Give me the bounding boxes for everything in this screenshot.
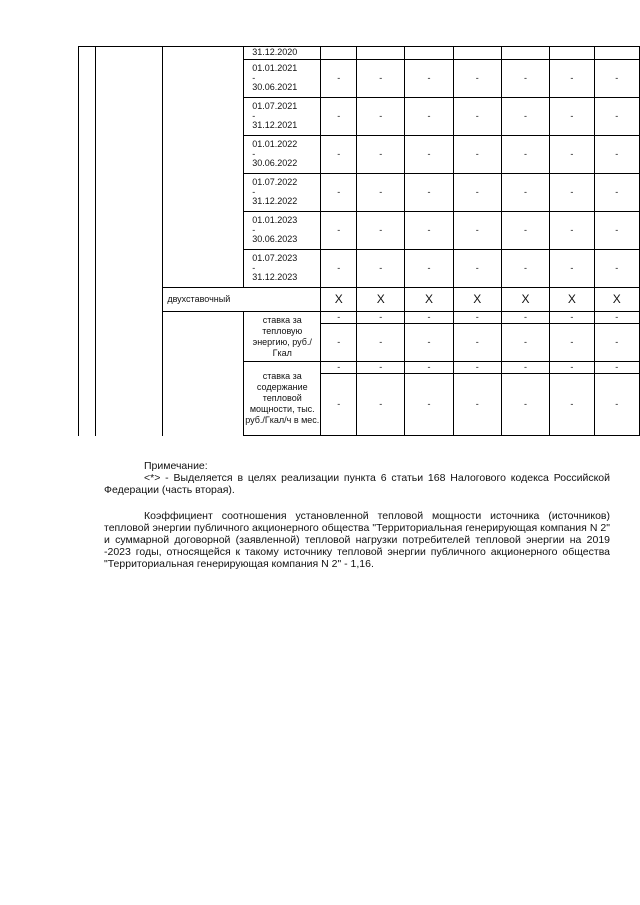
value-cell: -	[594, 212, 639, 250]
period-cell	[244, 98, 321, 136]
period-line: 31.12.2022	[252, 196, 298, 207]
value-cell: -	[453, 174, 501, 212]
value-cell: -	[501, 174, 549, 212]
heat-energy-rate-label: ставка за тепловую энергию, руб./Гкал	[244, 312, 321, 362]
value-cell: -	[501, 60, 549, 98]
value-cell: -	[453, 60, 501, 98]
heat-energy-rate-row-top	[79, 312, 640, 324]
value-cell: -	[357, 212, 405, 250]
period-cell	[244, 250, 321, 288]
period-line: 01.01.2021	[252, 63, 298, 74]
period-line: 01.01.2022	[252, 139, 298, 150]
value-cell	[321, 47, 357, 60]
value-cell	[405, 47, 453, 60]
value-cell: -	[594, 136, 639, 174]
value-cell: -	[594, 98, 639, 136]
value-cell	[357, 47, 405, 60]
capacity-rate-value: -	[453, 374, 501, 436]
heat-energy-rate-top-value: -	[594, 312, 639, 324]
value-cell: -	[405, 174, 453, 212]
heat-energy-rate-top-value: -	[405, 312, 453, 324]
value-cell: -	[550, 136, 594, 174]
value-cell: -	[501, 98, 549, 136]
period-line: -	[252, 72, 256, 83]
value-cell: -	[321, 136, 357, 174]
blank-cell-1	[79, 47, 96, 436]
note-block	[104, 460, 610, 570]
two-rate-value: X	[453, 288, 501, 312]
period-cell	[244, 136, 321, 174]
two-rate-value: X	[501, 288, 549, 312]
heat-energy-rate-value: -	[453, 324, 501, 362]
heat-energy-rate-value: -	[321, 324, 357, 362]
capacity-rate-value: -	[594, 374, 639, 436]
value-cell: -	[594, 250, 639, 288]
period-line: -	[252, 148, 256, 159]
value-cell: -	[321, 174, 357, 212]
two-rate-row	[79, 288, 640, 312]
period-line: 30.06.2023	[252, 234, 298, 245]
two-rate-value: X	[550, 288, 594, 312]
capacity-rate-top-value: -	[501, 362, 549, 374]
value-cell: -	[357, 250, 405, 288]
value-cell: -	[453, 136, 501, 174]
blank-cell-2	[96, 47, 163, 436]
period-row	[79, 47, 640, 60]
value-cell: -	[405, 250, 453, 288]
capacity-rate-value: -	[405, 374, 453, 436]
value-cell	[501, 47, 549, 60]
value-cell: -	[501, 212, 549, 250]
capacity-rate-value: -	[550, 374, 594, 436]
two-rate-value: X	[321, 288, 357, 312]
capacity-rate-value: -	[357, 374, 405, 436]
heat-energy-rate-value: -	[405, 324, 453, 362]
capacity-rate-top-value: -	[594, 362, 639, 374]
two-rate-value: X	[594, 288, 639, 312]
two-rate-label: двухставочный	[163, 288, 321, 312]
value-cell: -	[453, 250, 501, 288]
heat-energy-rate-top-value: -	[550, 312, 594, 324]
capacity-rate-top-value: -	[550, 362, 594, 374]
tariff-table-body	[79, 47, 640, 436]
two-rate-value: X	[405, 288, 453, 312]
heat-energy-rate-value: -	[501, 324, 549, 362]
value-cell: -	[501, 250, 549, 288]
capacity-rate-value: -	[321, 374, 357, 436]
capacity-rate-top-value: -	[357, 362, 405, 374]
value-cell: -	[405, 136, 453, 174]
value-cell: -	[321, 250, 357, 288]
value-cell: -	[550, 212, 594, 250]
period-line: 01.07.2022	[252, 177, 298, 188]
value-cell: -	[594, 60, 639, 98]
period-line: -	[252, 262, 256, 273]
heat-energy-rate-top-value: -	[321, 312, 357, 324]
value-cell: -	[357, 98, 405, 136]
value-cell: -	[594, 174, 639, 212]
value-cell: -	[357, 174, 405, 212]
value-cell: -	[357, 136, 405, 174]
period-line: -	[252, 224, 256, 235]
value-cell: -	[453, 98, 501, 136]
heat-energy-rate-value: -	[594, 324, 639, 362]
capacity-rate-value: -	[501, 374, 549, 436]
heat-energy-rate-top-value: -	[357, 312, 405, 324]
value-cell: -	[321, 212, 357, 250]
note-heading: Примечание:	[144, 460, 208, 472]
period-line: 31.12.2023	[252, 272, 298, 283]
period-line: 01.07.2023	[252, 253, 298, 264]
capacity-rate-top-value: -	[453, 362, 501, 374]
value-cell: -	[453, 212, 501, 250]
heat-energy-rate-value: -	[550, 324, 594, 362]
period-cell	[244, 60, 321, 98]
capacity-rate-label: ставка за содержание тепловой мощности, тыс. руб./Гкал/ч в мес.	[244, 362, 321, 436]
period-cell	[244, 47, 321, 60]
capacity-rate-top-value: -	[405, 362, 453, 374]
value-cell: -	[550, 60, 594, 98]
period-line: 31.12.2021	[252, 120, 298, 131]
period-line: 31.12.2020	[252, 47, 298, 58]
value-cell: -	[321, 60, 357, 98]
period-line: 01.01.2023	[252, 215, 298, 226]
note-footnote: <*> - Выделяется в целях реализации пункта 6 статьи 168 Налогового кодекса Российской Федерации (часть вторая).	[104, 472, 610, 496]
period-cell	[244, 212, 321, 250]
blank-cell-3	[163, 47, 244, 288]
two-rate-value: X	[357, 288, 405, 312]
value-cell: -	[405, 212, 453, 250]
value-cell: -	[405, 60, 453, 98]
period-line: -	[252, 186, 256, 197]
value-cell	[594, 47, 639, 60]
blank-cell-3b	[163, 312, 244, 362]
period-line: -	[252, 110, 256, 121]
period-cell	[244, 174, 321, 212]
value-cell: -	[501, 136, 549, 174]
value-cell	[453, 47, 501, 60]
value-cell: -	[550, 174, 594, 212]
value-cell: -	[550, 98, 594, 136]
value-cell: -	[357, 60, 405, 98]
tariff-table	[78, 46, 640, 436]
period-line: 01.07.2021	[252, 101, 298, 112]
value-cell: -	[321, 98, 357, 136]
blank-cell-3c	[163, 362, 244, 436]
heat-energy-rate-value: -	[357, 324, 405, 362]
value-cell: -	[550, 250, 594, 288]
capacity-rate-top-value: -	[321, 362, 357, 374]
heat-energy-rate-top-value: -	[501, 312, 549, 324]
heat-energy-rate-top-value: -	[453, 312, 501, 324]
note-coefficient: Коэффициент соотношения установленной тепловой мощности источника (источников) тепловой энергии публичного акционерного общества "Территориальная генерирующая компания N 2" и суммарной договорной (заявленной) тепловой нагрузки потребителей тепловой энергии на 2019 -2023 годы, относящейся к такому источнику тепловой энергии публичного акционерного общества "Территориальная генерирующая компания N 2" - 1,16.	[104, 510, 610, 570]
value-cell: -	[405, 98, 453, 136]
capacity-rate-row-top	[79, 362, 640, 374]
period-line: 30.06.2021	[252, 82, 298, 93]
period-line: 30.06.2022	[252, 158, 298, 169]
value-cell	[550, 47, 594, 60]
